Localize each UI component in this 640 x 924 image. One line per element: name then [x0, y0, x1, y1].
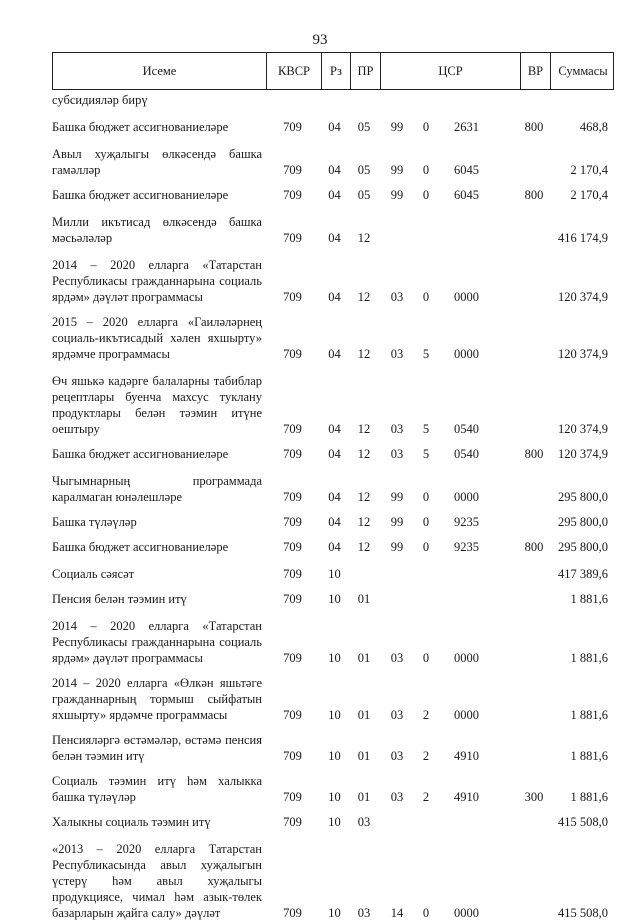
row-csr1: 03 — [390, 447, 404, 461]
row-csr3: 0540 — [454, 422, 479, 436]
header-rz: Рз — [321, 53, 350, 89]
row-pr: 12 — [357, 447, 371, 461]
row-name: Башка бюджет ассигнованиеләре — [52, 447, 229, 461]
table-row — [52, 90, 614, 111]
row-rz: 04 — [328, 540, 341, 554]
page-number: 93 — [312, 32, 328, 48]
budget-table — [52, 52, 614, 924]
row-csr1: 99 — [390, 163, 404, 177]
table-row — [52, 589, 614, 610]
row-pr: 05 — [357, 120, 371, 134]
row-rz: 04 — [328, 515, 341, 529]
row-csr3: 0000 — [454, 490, 479, 504]
header-csr: ЦСР — [380, 53, 520, 89]
row-name: Башка бюджет ассигнованиеләре — [52, 120, 229, 134]
row-kvsr: 709 — [283, 447, 302, 461]
row-rz: 10 — [328, 708, 341, 722]
row-pr: 01 — [357, 592, 371, 606]
row-pr: 01 — [357, 790, 371, 804]
row-sum: 1 881,6 — [570, 790, 608, 804]
table-row — [52, 117, 614, 138]
row-name: 2014 – 2020 елларга «Өлкән яшьтәге гражданнарның тормыш сыйфатын яхшырту» ярдәмче программасы — [52, 676, 262, 722]
table-header — [52, 52, 614, 90]
row-rz: 04 — [328, 422, 341, 436]
row-name: 2014 – 2020 елларга «Татарстан Республикасы гражданнарына социаль ярдәм» дәүләт программасы — [52, 619, 262, 665]
row-sum: 468,8 — [579, 120, 608, 134]
row-vr: 800 — [524, 120, 544, 134]
row-vr: 800 — [524, 540, 544, 554]
row-kvsr: 709 — [283, 567, 302, 581]
row-rz: 10 — [328, 906, 341, 920]
row-csr1: 03 — [390, 651, 404, 665]
row-name: Башка түләүләр — [52, 515, 137, 529]
row-rz: 04 — [328, 188, 341, 202]
row-pr: 12 — [357, 422, 371, 436]
row-sum: 120 374,9 — [558, 290, 608, 304]
row-csr2: 2 — [422, 790, 430, 804]
row-sum: 2 170,4 — [570, 188, 608, 202]
row-csr3: 6045 — [454, 188, 479, 202]
row-csr2: 5 — [422, 347, 430, 361]
row-kvsr: 709 — [283, 815, 302, 829]
table-row — [52, 812, 614, 833]
row-csr2: 0 — [422, 651, 430, 665]
row-csr3: 0000 — [454, 906, 479, 920]
row-csr2: 5 — [422, 422, 430, 436]
header-name: Исеме — [142, 64, 177, 78]
row-pr: 03 — [357, 815, 371, 829]
row-name: Башка бюджет ассигнованиеләре — [52, 188, 229, 202]
table-row — [52, 471, 614, 508]
row-kvsr: 709 — [283, 347, 302, 361]
row-sum: 120 374,9 — [558, 422, 608, 436]
row-rz: 04 — [328, 120, 341, 134]
header-vr: ВР — [520, 53, 550, 89]
row-rz: 04 — [328, 231, 341, 245]
row-sum: 295 800,0 — [558, 515, 608, 529]
row-csr2: 0 — [422, 906, 430, 920]
row-kvsr: 709 — [283, 790, 302, 804]
row-rz: 04 — [328, 290, 341, 304]
row-sum: 2 170,4 — [570, 163, 608, 177]
row-rz: 10 — [328, 815, 341, 829]
table-row — [52, 312, 614, 365]
row-name: Өч яшькә кадәрге балаларны табиблар рецептлары буенча махсус туклану продуктлары белән тәэмин итүне оештыру — [52, 374, 262, 436]
row-csr1: 03 — [390, 422, 404, 436]
row-name: Башка бюджет ассигнованиеләре — [52, 540, 229, 554]
table-row — [52, 564, 614, 585]
row-rz: 10 — [328, 567, 341, 581]
row-kvsr: 709 — [283, 163, 302, 177]
row-csr1: 03 — [390, 749, 404, 763]
row-pr: 12 — [357, 290, 371, 304]
row-csr3: 9235 — [454, 515, 479, 529]
row-rz: 10 — [328, 790, 341, 804]
row-csr2: 0 — [422, 120, 430, 134]
table-body — [52, 90, 614, 924]
row-csr2: 2 — [422, 708, 430, 722]
row-csr1: 99 — [390, 120, 404, 134]
row-kvsr: 709 — [283, 906, 302, 920]
row-sum: 1 881,6 — [570, 749, 608, 763]
row-name: субсидияләр бирү — [52, 93, 148, 107]
row-name: Милли икътисад өлкәсендә башка мәсьәләләр — [52, 215, 262, 245]
row-name: 2014 – 2020 елларга «Татарстан Республикасы гражданнарына социаль ярдәм» дәүләт программасы — [52, 258, 262, 304]
row-csr1: 14 — [390, 906, 404, 920]
table-row — [52, 537, 614, 558]
row-pr: 12 — [357, 347, 371, 361]
row-vr: 800 — [524, 447, 544, 461]
row-rz: 10 — [328, 749, 341, 763]
row-sum: 1 881,6 — [570, 592, 608, 606]
table-row — [52, 512, 614, 533]
table-row — [52, 771, 614, 808]
row-sum: 1 881,6 — [570, 651, 608, 665]
table-row — [52, 616, 614, 669]
row-name: Халыкны социаль тәэмин итү — [52, 815, 211, 829]
row-sum: 415 508,0 — [558, 906, 608, 920]
row-vr: 300 — [524, 790, 544, 804]
row-rz: 04 — [328, 447, 341, 461]
row-pr: 01 — [357, 749, 371, 763]
row-rz: 04 — [328, 163, 341, 177]
row-kvsr: 709 — [283, 422, 302, 436]
row-sum: 415 508,0 — [558, 815, 608, 829]
row-name: Чыгымнарның программада каралмаган юнәлешләре — [52, 474, 262, 504]
row-pr: 01 — [357, 651, 371, 665]
row-csr3: 0000 — [454, 651, 479, 665]
row-csr3: 6045 — [454, 163, 479, 177]
row-sum: 295 800,0 — [558, 490, 608, 504]
row-csr3: 0000 — [454, 708, 479, 722]
row-csr1: 99 — [390, 515, 404, 529]
row-sum: 120 374,9 — [558, 447, 608, 461]
row-csr3: 4910 — [454, 749, 479, 763]
row-csr2: 0 — [422, 188, 430, 202]
row-pr: 12 — [357, 540, 371, 554]
table-row — [52, 185, 614, 206]
row-csr3: 0000 — [454, 290, 479, 304]
table-row — [52, 839, 614, 924]
row-pr: 12 — [357, 490, 371, 504]
row-rz: 04 — [328, 347, 341, 361]
row-csr2: 5 — [422, 447, 430, 461]
row-csr3: 2631 — [454, 120, 479, 134]
row-csr1: 03 — [390, 347, 404, 361]
row-kvsr: 709 — [283, 290, 302, 304]
row-kvsr: 709 — [283, 749, 302, 763]
row-sum: 295 800,0 — [558, 540, 608, 554]
row-pr: 01 — [357, 708, 371, 722]
row-csr2: 0 — [422, 163, 430, 177]
table-row — [52, 730, 614, 767]
row-kvsr: 709 — [283, 708, 302, 722]
row-csr1: 03 — [390, 708, 404, 722]
row-kvsr: 709 — [283, 515, 302, 529]
row-csr1: 99 — [390, 188, 404, 202]
row-rz: 10 — [328, 592, 341, 606]
header-sum: Суммасы — [550, 53, 615, 89]
table-row — [52, 144, 614, 181]
row-kvsr: 709 — [283, 231, 302, 245]
row-kvsr: 709 — [283, 188, 302, 202]
row-pr: 05 — [357, 188, 371, 202]
row-kvsr: 709 — [283, 120, 302, 134]
row-vr: 800 — [524, 188, 544, 202]
row-pr: 03 — [357, 906, 371, 920]
row-csr2: 0 — [422, 290, 430, 304]
row-csr1: 03 — [390, 790, 404, 804]
row-csr1: 99 — [390, 490, 404, 504]
table-row — [52, 255, 614, 308]
row-rz: 04 — [328, 490, 341, 504]
row-pr: 12 — [357, 515, 371, 529]
row-rz: 10 — [328, 651, 341, 665]
row-csr3: 0540 — [454, 447, 479, 461]
row-csr3: 9235 — [454, 540, 479, 554]
row-sum: 120 374,9 — [558, 347, 608, 361]
row-kvsr: 709 — [283, 592, 302, 606]
row-kvsr: 709 — [283, 540, 302, 554]
row-name: Социаль сәясәт — [52, 567, 135, 581]
row-csr3: 4910 — [454, 790, 479, 804]
row-kvsr: 709 — [283, 651, 302, 665]
row-csr2: 0 — [422, 515, 430, 529]
row-csr2: 0 — [422, 490, 430, 504]
row-csr2: 2 — [422, 749, 430, 763]
row-name: «2013 – 2020 елларга Татарстан Республикасында авыл хуҗалыгын үстерү һәм авыл хуҗалыгы продукциясе, чимал һәм азык-төлек базарларын җайга салу» дәүләт — [52, 842, 262, 920]
row-name: Пенсия белән тәэмин итү — [52, 592, 187, 606]
header-kvsr: КВСР — [266, 53, 321, 89]
row-name: 2015 – 2020 елларга «Гаиләләрнең социаль-икътисадый хәлен яхшырту» ярдәмче программасы — [52, 315, 262, 361]
row-pr: 12 — [357, 231, 371, 245]
row-csr1: 99 — [390, 540, 404, 554]
row-sum: 417 389,6 — [558, 567, 608, 581]
table-row — [52, 371, 614, 440]
row-pr: 05 — [357, 163, 371, 177]
row-name: Пенсияләргә өстәмәләр, өстәмә пенсия белән тәэмин итү — [52, 733, 262, 763]
table-row — [52, 212, 614, 249]
table-row — [52, 444, 614, 465]
row-csr3: 0000 — [454, 347, 479, 361]
row-name: Авыл хуҗалыгы өлкәсендә башка гамәлләр — [52, 147, 262, 177]
row-csr1: 03 — [390, 290, 404, 304]
header-pr: ПР — [350, 53, 380, 89]
row-name: Социаль тәэмин итү һәм халыкка башка түләүләр — [52, 774, 262, 804]
row-sum: 416 174,9 — [558, 231, 608, 245]
row-sum: 1 881,6 — [570, 708, 608, 722]
row-kvsr: 709 — [283, 490, 302, 504]
row-csr2: 0 — [422, 540, 430, 554]
table-row — [52, 673, 614, 726]
